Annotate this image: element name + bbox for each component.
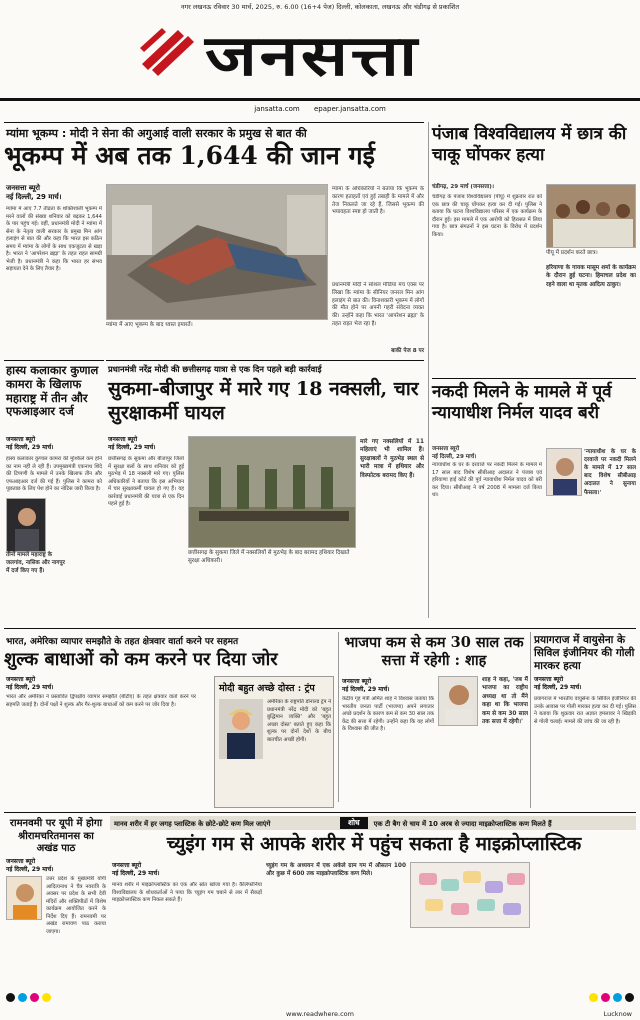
kunal-photo-caption: तीनों मामले महाराष्ट्र के जलगांव, नासिक और नागपुर में दर्ज किए गए हैं। — [6, 552, 65, 574]
quake-body: म्यांमा में आए 7.7 तीव्रता के शक्तिशाली भूकम्प में मरने वालों की संख्या शनिवार को बढ़कर 1,644 के पार पहुंच गई। वहीं, प्रधानमंत्री मोदी ने म्यांमा में सेना के नेतृत्व वाली सरकार के प्रमुख मिन आंग हलाइंग से बात की और कहा कि भारत इस कठिन समय में म्यांमा के लोगों के साथ एकजुटता से खड़ा है। भारत ने 'आपरेशन ब्रह्मा' के तहत राहत सामग्री भेजी है। प्रधानमंत्री ने कहा कि भारत हर संभव सहायता देने के लिए तैयार है। — [6, 206, 102, 273]
microplastic-side-text: च्युइंग गम के अध्ययन में एक अकेले ग्राम गम में औसतन 100 और कुछ में 600 तक माइक्रोप्लास्टिक कण मिले। — [266, 863, 406, 878]
prayagraj-body: प्रयागराज में भारतीय वायुसेना के सिविल इंजीनियर की उनके आवास पर गोली मारकर हत्या कर दी गई। पुलिस ने बताया कि शुक्रवार रात अज्ञात हमलावर ने खिड़की से गोली चलाई। मामले की जांच की जा रही है। — [534, 696, 636, 725]
microplastic-byline: जनसत्ता ब्यूरो नई दिल्ली, 29 मार्च। — [112, 862, 160, 877]
kunal-body: हास्य कलाकार कुणाल कामरा की मुश्किलें कम होने का नाम नहीं ले रही हैं। उपमुख्यमंत्री एकनाथ शिंदे की टिप्पणी के मामले में उनके खिलाफ तीन और एफआइआर दर्ज की गई हैं। पुलिस ने कामरा को पूछताछ के लिए पेश होने का नोटिस जारी किया है। — [6, 456, 102, 493]
punjab-photo-caption: पीयू में प्रदर्शन करते छात्र। — [546, 250, 598, 256]
microplastic-kicker: मानव शरीर में हर जगह प्लास्टिक के छोटे-छोटे कण मिल जाएंगे — [114, 819, 271, 828]
ram-body: उत्तर प्रदेश के मुख्यमंत्री योगी आदित्यनाथ ने चैत्र नवरात्रि के अवसर पर प्रदेश के सभी देवी मंदिरों और शक्तिपीठों में विशेष कार्यक्रम आयोजित करने के निर्देश दिए हैं। रामनवमी पर अखंड रामायण पाठ कराया जाएगा। — [46, 876, 106, 935]
punjab-headline[interactable]: पंजाब विश्वविद्यालय में छात्र की चाकू घोंपकर हत्या — [432, 124, 627, 166]
divider — [4, 812, 636, 813]
punjab-photo — [546, 184, 636, 248]
dateline: नगर लखनऊ रविवार 30 मार्च, 2025, रु. 6.00 (16+4 पेज) दिल्ली, कोलकाता, लखनऊ और चंडीगढ़ से प्रकाशित — [180, 3, 460, 11]
trump-photo-image — [219, 699, 263, 759]
judge-headline[interactable]: नकदी मिलने के मामले में पूर्व न्यायाधीश निर्मल यादव बरी — [432, 382, 612, 424]
shah-side-text: शाह ने कहा, 'जब मैं भाजपा का राष्ट्रीय अध्यक्ष था तो मैंने कहा था कि भाजपा कम से कम 30 साल तक सत्ता में रहेगी।' — [482, 677, 528, 725]
site-url-link[interactable]: jansatta.com — [254, 105, 300, 113]
judge-photo — [546, 448, 582, 496]
gum-photo — [410, 862, 530, 928]
maoists-byline: जनसत्ता ब्यूरो नई दिल्ली, 29 मार्च। — [108, 436, 156, 451]
maoists-body: छत्तीसगढ़ के सुकमा और बीजापुर जिलों में सुरक्षा बलों के साथ शनिवार को हुई मुठभेड़ में 18 नक्सली मारे गए। पुलिस अधिकारियों ने बताया कि इस अभियान में चार सुरक्षाकर्मी घायल हो गए हैं। यह कार्रवाई प्रधानमंत्री की यात्रा से एक दिन पहले हुई है। — [108, 456, 184, 508]
microplastic-kicker-tag: शोध — [340, 817, 368, 829]
punjab-body: चंडीगढ़ के पंजाब विश्वविद्यालय (पीयू) में शुक्रवार रात को एक छात्र की चाकू घोंपकर हत्या कर दी गई। पुलिस ने बताया कि घटना विश्वविद्यालय परिसर में एक कार्यक्रम के दौरान हुई। इस मामले में एक आरोपी को हिरासत में लिया गया है। छात्र संगठनों ने इस घटना के विरोध में प्रदर्शन किया। — [432, 194, 542, 238]
microplastic-kicker-bar — [110, 816, 636, 830]
judge-body: न्यायाधीश के घर के दरवाजे पर नकदी मिलने के मामले में 17 साल बाद विशेष सीबीआइ अदालत ने पंजाब एवं हरियाणा हाई कोर्ट की पूर्व न्यायाधीश निर्मल यादव को बरी कर दिया। सीबीआइ ने वर्ष 2008 में मामला दर्ज किया था। — [432, 462, 542, 499]
judge-photo-image — [547, 449, 582, 496]
divider — [4, 360, 104, 361]
epaper-url-link[interactable]: epaper.jansatta.com — [313, 105, 386, 113]
column-divider — [338, 632, 339, 802]
quake-headline[interactable]: भूकम्प में अब तक 1,644 की जान गई — [4, 141, 375, 170]
ram-headline[interactable]: रामनवमी पर यूपी में होगा श्रीरामचरितमानस का अखंड पाठ — [9, 818, 103, 854]
divider — [4, 122, 424, 123]
divider — [432, 378, 636, 379]
punjab-byline: चंडीगढ़, 29 मार्च (जनसत्ता)। — [432, 184, 494, 190]
kunal-photo-image — [7, 499, 46, 552]
judge-side-text: 'न्यायाधीश के घर के दरवाजे पर नकदी मिलने के मामले में 17 साल बाद विशेष सीबीआइ अदालत ने सुनाया फैसला।' — [584, 449, 636, 496]
footer-url[interactable]: www.readwhere.com — [286, 1010, 354, 1018]
shah-headline[interactable]: भाजपा कम से कम 30 साल तक सत्ता में रहेगी : शाह — [344, 634, 524, 670]
prayagraj-headline[interactable]: प्रयागराज में वायुसेना के सिविल इंजीनियर की गोली मारकर हत्या — [534, 634, 635, 673]
footer-edition: Lucknow — [603, 1010, 632, 1018]
microplastic-kicker-right: एक टी बैग से चाय में 10 अरब से ज्यादा माइक्रोप्लास्टिक कण मिलते हैं — [373, 819, 552, 828]
maoists-photo — [188, 436, 356, 548]
trade-byline: जनसत्ता ब्यूरो नई दिल्ली, 29 मार्च। — [6, 676, 54, 691]
gum-photo-image — [411, 863, 530, 928]
column-divider — [530, 632, 531, 808]
color-registration-right — [589, 993, 634, 1002]
maoists-photo-caption: छत्तीसगढ़ के सुकमा जिले में नक्सलियों से मुठभेड़ के बाद बरामद हथियार दिखाते सुरक्षा अधिकारी। — [188, 550, 350, 564]
shah-body: केंद्रीय गृह मंत्री अमित शाह ने विश्वास जताया कि भारतीय जनता पार्टी (भाजपा) अपने लगातार अच्छे प्रदर्शन के कारण कम से कम 30 साल तक केंद्र की सत्ता में रहेगी। उन्होंने कहा कि यह लोगों के विश्वास की जीत है। — [342, 696, 434, 733]
trade-headline[interactable]: शुल्क बाधाओं को कम करने पर दिया जोर — [4, 649, 278, 670]
trade-kicker: भारत, अमेरिका व्यापार समझौते के तहत क्षेत्रवार वार्ता करने पर सहमत — [6, 637, 239, 647]
quake-side-text-1: म्यांमा के अधिकारियों ने बताया कि भूकम्प के कारण हताहतों एवं हुई तबाही के मामले में और तेज निकलते जा रहे हैं, जिससे भूकम्प की भयावहता स्पष्ट हो जाती है। — [332, 186, 424, 216]
quake-photo-caption: म्यांमा में आए भूकम्प के बाद ध्वस्त इमारतें। — [106, 322, 193, 328]
url-bar — [0, 98, 640, 113]
judge-byline: जनसत्ता ब्यूरो नई दिल्ली, 29 मार्च। — [432, 446, 477, 460]
quake-photo — [106, 184, 328, 320]
quake-continue[interactable]: बाकी पेज 8 पर — [391, 348, 424, 354]
trump-box — [214, 676, 334, 808]
brand-name[interactable]: जनसत्ता — [205, 23, 420, 89]
punjab-photo-image — [547, 185, 636, 248]
punjab-side-text: हरियाणा के गायक मासूम शर्मा के कार्यक्रम के दौरान हुई घटना। हिमाचल प्रदेश का रहने वाला था मृतक आदित्य ठाकुर। — [546, 265, 636, 288]
color-registration-left — [6, 993, 51, 1002]
quake-byline: जनसत्ता ब्यूरो नई दिल्ली, 29 मार्च। — [6, 184, 62, 201]
kunal-headline[interactable]: हास्य कलाकार कुणाल कामरा के खिलाफ महाराष्ट्र में तीन और एफआइआर दर्ज — [6, 363, 99, 419]
microplastic-headline[interactable]: च्युइंग गम से आपके शरीर में पहुंच सकता है माइक्रोप्लास्टिक — [166, 833, 582, 855]
shah-photo — [438, 676, 478, 726]
brand-logo-icon — [138, 24, 198, 80]
masthead — [0, 14, 640, 96]
kunal-byline: जनसत्ता ब्यूरो नई दिल्ली, 29 मार्च। — [6, 436, 54, 451]
trade-body: भारत और अमेरिका ने प्रस्तावित द्विपक्षीय व्यापार समझौते (बीटीए) के तहत क्षेत्रवार वार्ता करने पर सहमति जताई है। दोनों पक्षों ने शुल्क और गैर-शुल्क बाधाओं को कम करने पर जोर दिया है। — [6, 694, 196, 708]
ram-byline: जनसत्ता ब्यूरो नई दिल्ली, 29 मार्च। — [6, 858, 54, 873]
trump-body: अमेरिका के राष्ट्रपति डोनाल्ड ट्रंप ने प्रधानमंत्री नरेंद्र मोदी को 'बहुत बुद्धिमान व्यक्ति' और 'बहुत अच्छा दोस्त' बताते हुए कहा कि शुल्क पर दोनों देशों के बीच बातचीत अच्छी होगी। — [267, 699, 331, 743]
quake-side-text-2: प्रधानमंत्री मोदी ने सोशल मीडिया मंच एक्स पर लिखा कि म्यांमा के सीनियर जनरल मिन आंग हलाइंग से बात की। विनाशकारी भूकम्प में लोगों की मौत होने पर अपनी गहरी संवेदना व्यक्त की। उन्होंने कहा कि भारत 'आपरेशन ब्रह्मा' के तहत राहत भेज रहा है। — [332, 282, 424, 328]
maoists-kicker: प्रधानमंत्री नरेंद्र मोदी की छत्तीसगढ़ यात्रा से एक दिन पहले बड़ी कार्रवाई — [108, 364, 322, 374]
shah-byline: जनसत्ता ब्यूरो नई दिल्ली, 29 मार्च। — [342, 678, 390, 693]
kunal-photo — [6, 498, 46, 552]
divider — [4, 628, 636, 629]
divider — [106, 360, 424, 361]
shah-photo-image — [439, 677, 478, 726]
column-divider — [428, 122, 429, 618]
maoists-photo-image — [189, 437, 356, 548]
microplastic-body: मानव शरीर में माइक्रोप्लास्टिक का एक और स्रोत खोजा गया है। कैलिफोर्निया विश्वविद्यालय के शोधकर्ताओं ने पाया कि च्युइंग गम चबाने से लार में सैकड़ों माइक्रोप्लास्टिक कण निकल सकते हैं। — [112, 882, 262, 904]
maoists-headline[interactable]: सुकमा-बीजापुर में मारे गए 18 नक्सली, चार सुरक्षाकर्मी घायल — [108, 378, 419, 424]
maoists-side-text: मारे गए नक्सलियों में 11 महिलाएं भी शामिल हैं। सुरक्षाबलों ने मुठभेड़ स्थल से भारी मात्रा में हथियार और विस्फोटक बरामद किए हैं। — [360, 439, 424, 479]
prayagraj-byline: जनसत्ता ब्यूरो नई दिल्ली, 29 मार्च। — [534, 676, 582, 691]
trump-headline[interactable]: मोदी बहुत अच्छे दोस्त : ट्रंप — [219, 683, 315, 694]
quake-kicker: म्यांमा भूकम्प : मोदी ने सेना की अगुआई वाली सरकार के प्रमुख से बात की — [6, 127, 307, 140]
yogi-photo — [6, 876, 42, 920]
trump-photo — [219, 699, 263, 759]
yogi-photo-image — [7, 877, 42, 920]
quake-photo-image — [107, 185, 328, 320]
